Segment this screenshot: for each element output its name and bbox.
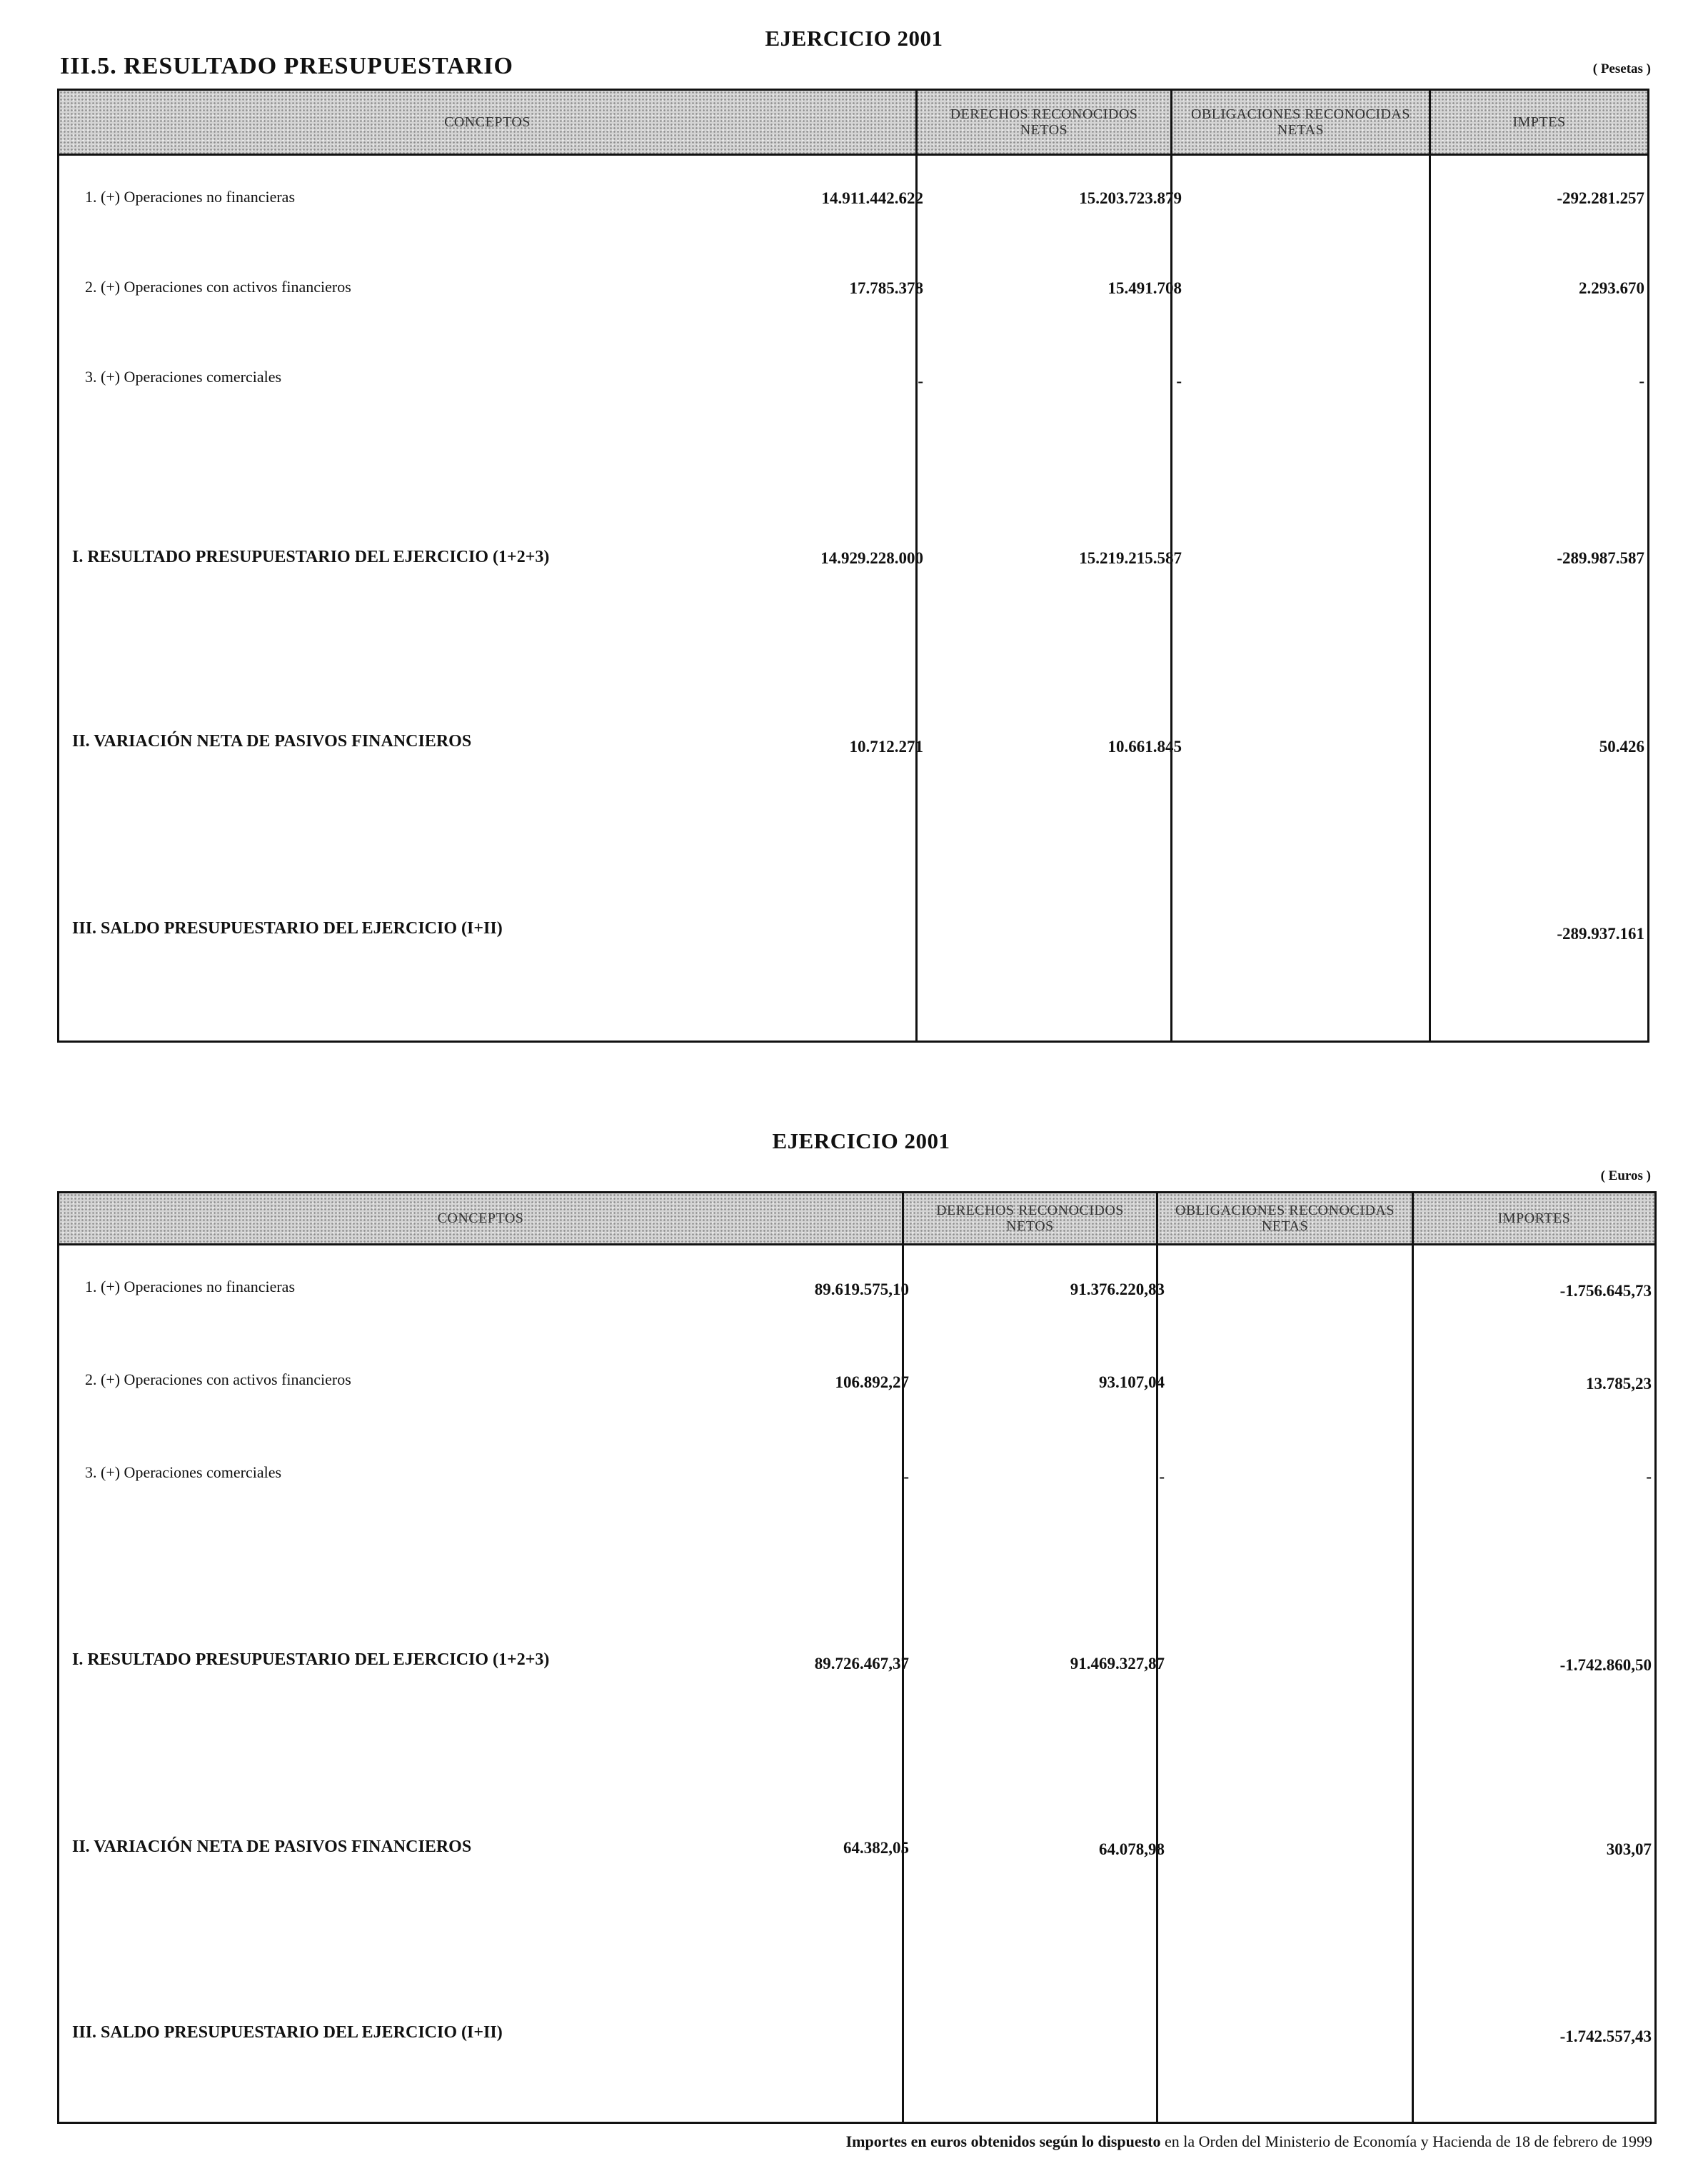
footnote-bold: Importes en euros obtenidos según lo dispuesto (845, 2132, 1161, 2150)
row-label: 1. (+) Operaciones no financieras (85, 188, 296, 206)
header-conceptos: CONCEPTOS (444, 114, 531, 130)
obligaciones-value: 15.491.708 (1107, 279, 1182, 297)
importes-value: 50.426 (1599, 738, 1644, 756)
footnote (846, 2132, 1652, 2151)
importes-value: 13.785,23 (1586, 1375, 1652, 1393)
derechos-value: - (918, 372, 923, 390)
derechos-value: 14.911.442.622 (821, 189, 923, 207)
section-title: III.5. RESULTADO PRESUPUESTARIO (60, 53, 513, 79)
obligaciones-value: 91.469.327,87 (1070, 1655, 1165, 1673)
exercise-title-euros: EJERCICIO 2001 (772, 1128, 950, 1153)
derechos-value: 17.785.378 (849, 279, 923, 297)
obligaciones-value: 15.219.215.587 (1079, 549, 1182, 567)
header-derechos: DERECHOS RECONOCIDOS NETOS (950, 106, 1138, 138)
importes-value: -1.756.645,73 (1559, 1282, 1652, 1300)
row-label: 2. (+) Operaciones con activos financieros (85, 278, 351, 296)
column-divider (1429, 91, 1431, 1041)
row-label: 3. (+) Operaciones comerciales (85, 1463, 282, 1481)
row-label: I. RESULTADO PRESUPUESTARIO DEL EJERCICIO (1+2+3) (72, 548, 550, 566)
importes-value: - (1646, 1468, 1652, 1485)
obligaciones-value: - (1176, 372, 1182, 390)
row-label: 2. (+) Operaciones con activos financieros (85, 1370, 351, 1388)
obligaciones-value: 64.078,98 (1099, 1840, 1165, 1858)
row-label: 1. (+) Operaciones no financieras (85, 1278, 296, 1295)
obligaciones-value: 91.376.220,83 (1070, 1280, 1165, 1298)
importes-value: 2.293.670 (1579, 279, 1644, 297)
row-label: II. VARIACIÓN NETA DE PASIVOS FINANCIEROS (72, 732, 472, 751)
importes-value: -1.742.557,43 (1559, 2027, 1652, 2045)
derechos-value: 64.382,05 (843, 1839, 909, 1857)
row-label: 3. (+) Operaciones comerciales (85, 368, 282, 386)
row-label: III. SALDO PRESUPUESTARIO DEL EJERCICIO (I+II) (72, 2023, 503, 2042)
derechos-value: 89.726.467,37 (814, 1655, 909, 1673)
obligaciones-value: 15.203.723.879 (1079, 189, 1182, 207)
currency-label-euros: ( Euros ) (1600, 1168, 1651, 1183)
importes-value: - (1639, 372, 1644, 390)
derechos-value: 106.892,27 (835, 1373, 909, 1391)
obligaciones-value: - (1159, 1468, 1165, 1485)
obligaciones-value: 93.107,04 (1099, 1373, 1165, 1391)
derechos-value: - (903, 1468, 909, 1485)
importes-value: -1.742.860,50 (1559, 1656, 1652, 1674)
importes-value: -289.937.161 (1557, 925, 1644, 943)
header-derechos: DERECHOS RECONOCIDOS NETOS (936, 1203, 1124, 1234)
row-label: II. VARIACIÓN NETA DE PASIVOS FINANCIEROS (72, 1837, 472, 1856)
currency-label-pesetas: ( Pesetas ) (1592, 61, 1651, 76)
header-importes: IMPTES (1512, 114, 1566, 130)
budget-table-pesetas (57, 89, 1649, 1043)
header-conceptos: CONCEPTOS (437, 1210, 524, 1226)
header-obligaciones: OBLIGACIONES RECONOCIDAS NETAS (1190, 106, 1410, 138)
row-label: III. SALDO PRESUPUESTARIO DEL EJERCICIO (I+II) (72, 919, 503, 938)
exercise-title-pesetas: EJERCICIO 2001 (765, 26, 943, 51)
header-obligaciones: OBLIGACIONES RECONOCIDAS NETAS (1175, 1203, 1395, 1234)
importes-value: 303,07 (1606, 1840, 1652, 1858)
derechos-value: 89.619.575,10 (814, 1280, 909, 1298)
budget-table-euros (57, 1191, 1657, 2124)
importes-value: -289.987.587 (1557, 549, 1644, 567)
importes-value: -292.281.257 (1557, 189, 1644, 207)
table-header (59, 91, 1647, 156)
header-importes: IMPORTES (1497, 1210, 1571, 1226)
footnote-rest: en la Orden del Ministerio de Economía y Hacienda de 18 de febrero de 1999 (1160, 2132, 1652, 2150)
obligaciones-value: 10.661.845 (1107, 738, 1182, 756)
derechos-value: 10.712.271 (849, 738, 923, 756)
table-header (59, 1193, 1654, 1245)
row-label: I. RESULTADO PRESUPUESTARIO DEL EJERCICIO (1+2+3) (72, 1650, 550, 1669)
derechos-value: 14.929.228.000 (820, 549, 923, 567)
column-divider (1412, 1193, 1414, 2122)
